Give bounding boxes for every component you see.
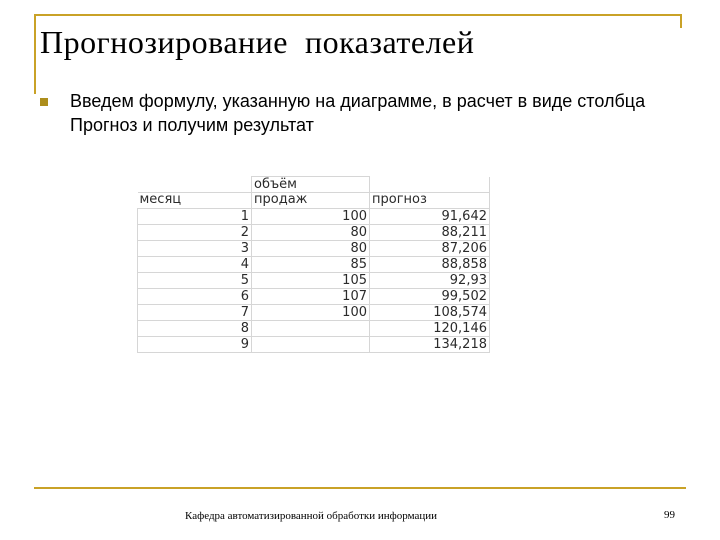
forecast-table bbox=[137, 176, 490, 353]
cell-forecast: 92,93 bbox=[370, 273, 490, 289]
cell-forecast: 91,642 bbox=[370, 209, 490, 225]
bullet-square-icon bbox=[40, 98, 48, 106]
table-row bbox=[138, 289, 490, 305]
cell-sales: 85 bbox=[252, 257, 370, 273]
right-border-tick bbox=[680, 14, 682, 28]
cell-month: 7 bbox=[138, 305, 252, 321]
table-row bbox=[138, 337, 490, 353]
header-forecast: прогноз bbox=[370, 193, 490, 209]
footer-department: Кафедра автоматизированной обработки информации bbox=[185, 510, 438, 522]
cell-sales: 100 bbox=[252, 305, 370, 321]
header-month: месяц bbox=[138, 193, 252, 209]
cell-sales: 100 bbox=[252, 209, 370, 225]
table-row bbox=[138, 305, 490, 321]
cell-sales: 80 bbox=[252, 225, 370, 241]
cell-month: 8 bbox=[138, 321, 252, 337]
cell-sales bbox=[252, 337, 370, 353]
table-header-row bbox=[138, 193, 490, 209]
table-row bbox=[138, 241, 490, 257]
cell-month: 4 bbox=[138, 257, 252, 273]
cell-month: 2 bbox=[138, 225, 252, 241]
cell-month: 1 bbox=[138, 209, 252, 225]
cell-sales: 105 bbox=[252, 273, 370, 289]
cell-forecast: 108,574 bbox=[370, 305, 490, 321]
bullet-text: Введем формулу, указанную на диаграмме, в расчет в виде столбца Прогноз и получим результат bbox=[70, 91, 646, 135]
table-row bbox=[138, 257, 490, 273]
footer-divider bbox=[34, 487, 686, 489]
cell-forecast: 87,206 bbox=[370, 241, 490, 257]
table-row bbox=[138, 321, 490, 337]
header-sales-line2: продаж bbox=[252, 193, 370, 209]
cell-forecast: 120,146 bbox=[370, 321, 490, 337]
table-row bbox=[138, 209, 490, 225]
page-number: 99 bbox=[664, 509, 675, 521]
left-border-line bbox=[34, 14, 36, 94]
cell-forecast: 88,858 bbox=[370, 257, 490, 273]
top-border-line bbox=[34, 14, 682, 16]
cell-sales bbox=[252, 321, 370, 337]
cell-forecast: 99,502 bbox=[370, 289, 490, 305]
slide-title: Прогнозирование показателей bbox=[40, 24, 475, 60]
cell-month: 5 bbox=[138, 273, 252, 289]
forecast-table-image bbox=[137, 176, 497, 362]
cell-forecast: 88,211 bbox=[370, 225, 490, 241]
cell-month: 6 bbox=[138, 289, 252, 305]
cell-month: 9 bbox=[138, 337, 252, 353]
cell-sales: 80 bbox=[252, 241, 370, 257]
table-row bbox=[138, 225, 490, 241]
header-sales-line1: объём bbox=[252, 177, 370, 193]
cell-month: 3 bbox=[138, 241, 252, 257]
table-row bbox=[138, 273, 490, 289]
table-header-row-top bbox=[138, 177, 490, 193]
cell-forecast: 134,218 bbox=[370, 337, 490, 353]
cell-sales: 107 bbox=[252, 289, 370, 305]
